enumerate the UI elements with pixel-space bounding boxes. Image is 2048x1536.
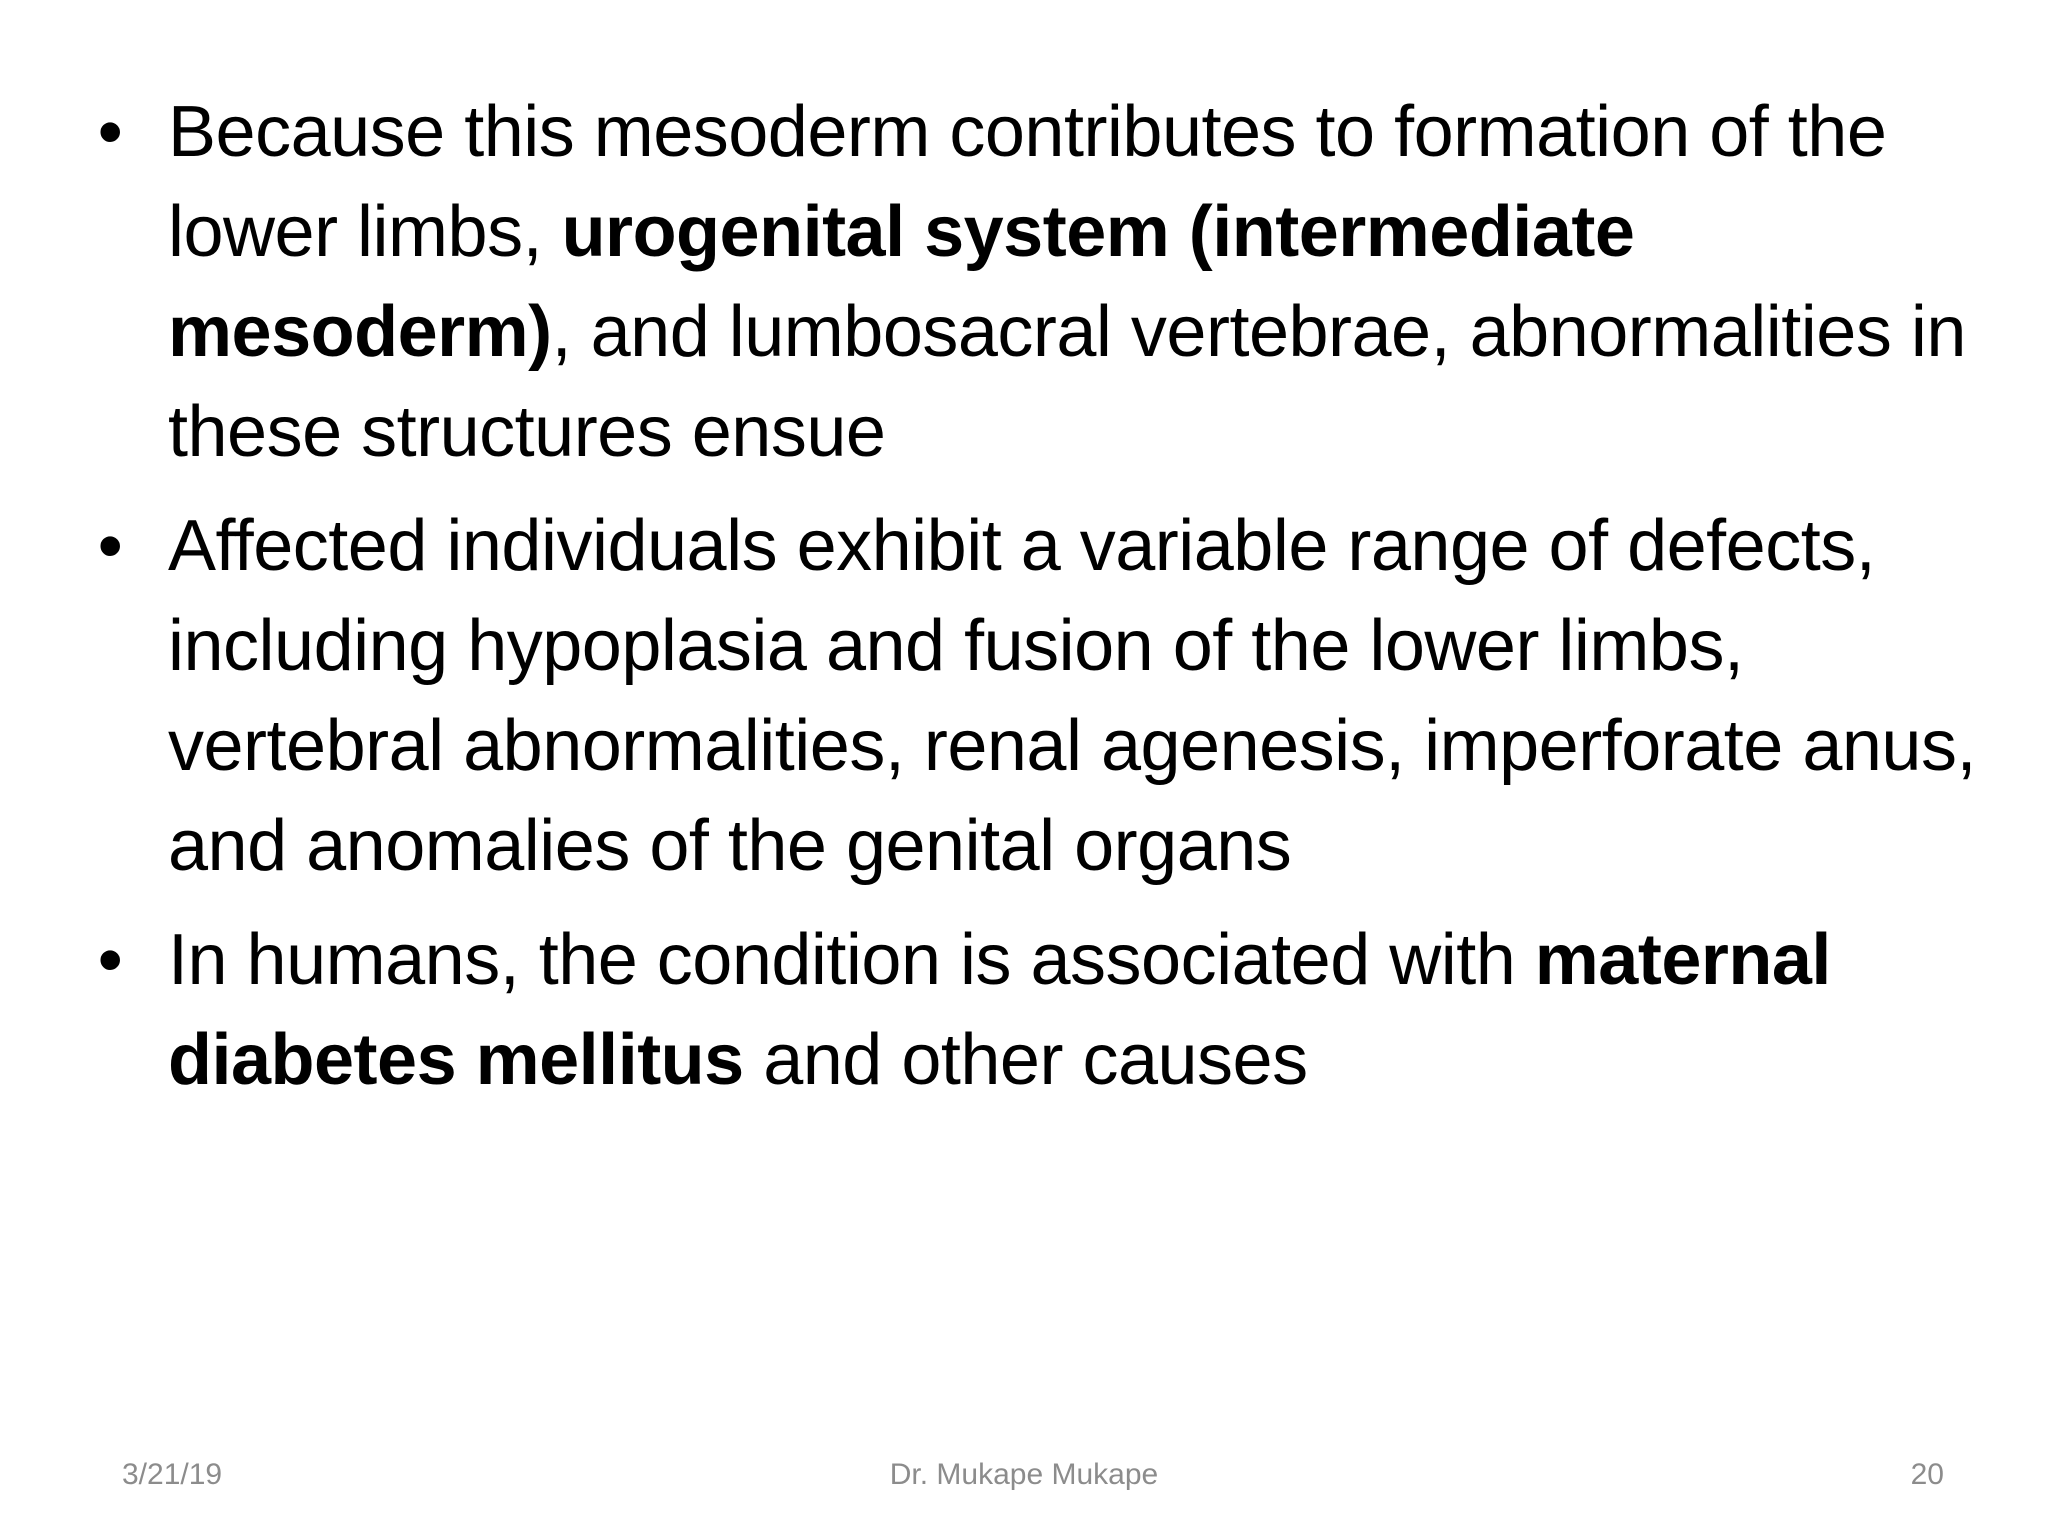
bullet-list [90,82,2020,1124]
bullet-text-run: Affected individuals exhibit a variable range of defects, including hypoplasia and fusion of the lower limbs, vertebral abnormalities, renal agenesis, imperforate anus, and anomalies of the genital organs [168,506,1976,886]
bullet-icon: • [97,506,123,586]
footer-author: Dr. Mukape Mukape [889,1458,1159,1491]
bullet-text-run-bold: maternal diabetes mellitus [168,920,1831,1100]
bullet-text-run: and other causes [743,1020,1308,1100]
bullet-text-run-bold: urogenital system (intermediate mesoderm) [168,192,1635,372]
bullet-text-run: In humans, the condition is associated with [168,920,1535,1000]
footer-date: 3/21/19 [122,1458,223,1491]
bullet-text-run: , and lumbosacral vertebrae, abnormalities in these structures ensue [168,292,1966,472]
bullet-item [90,910,2020,1110]
bullet-text-run: Because this mesoderm contributes to formation of the lower limbs, [168,92,1887,272]
bullet-item [90,496,2020,896]
bullet-icon: • [97,92,123,172]
bullet-item [90,82,2020,482]
bullet-icon: • [97,920,123,1000]
footer-page-number: 20 [1910,1458,1944,1491]
